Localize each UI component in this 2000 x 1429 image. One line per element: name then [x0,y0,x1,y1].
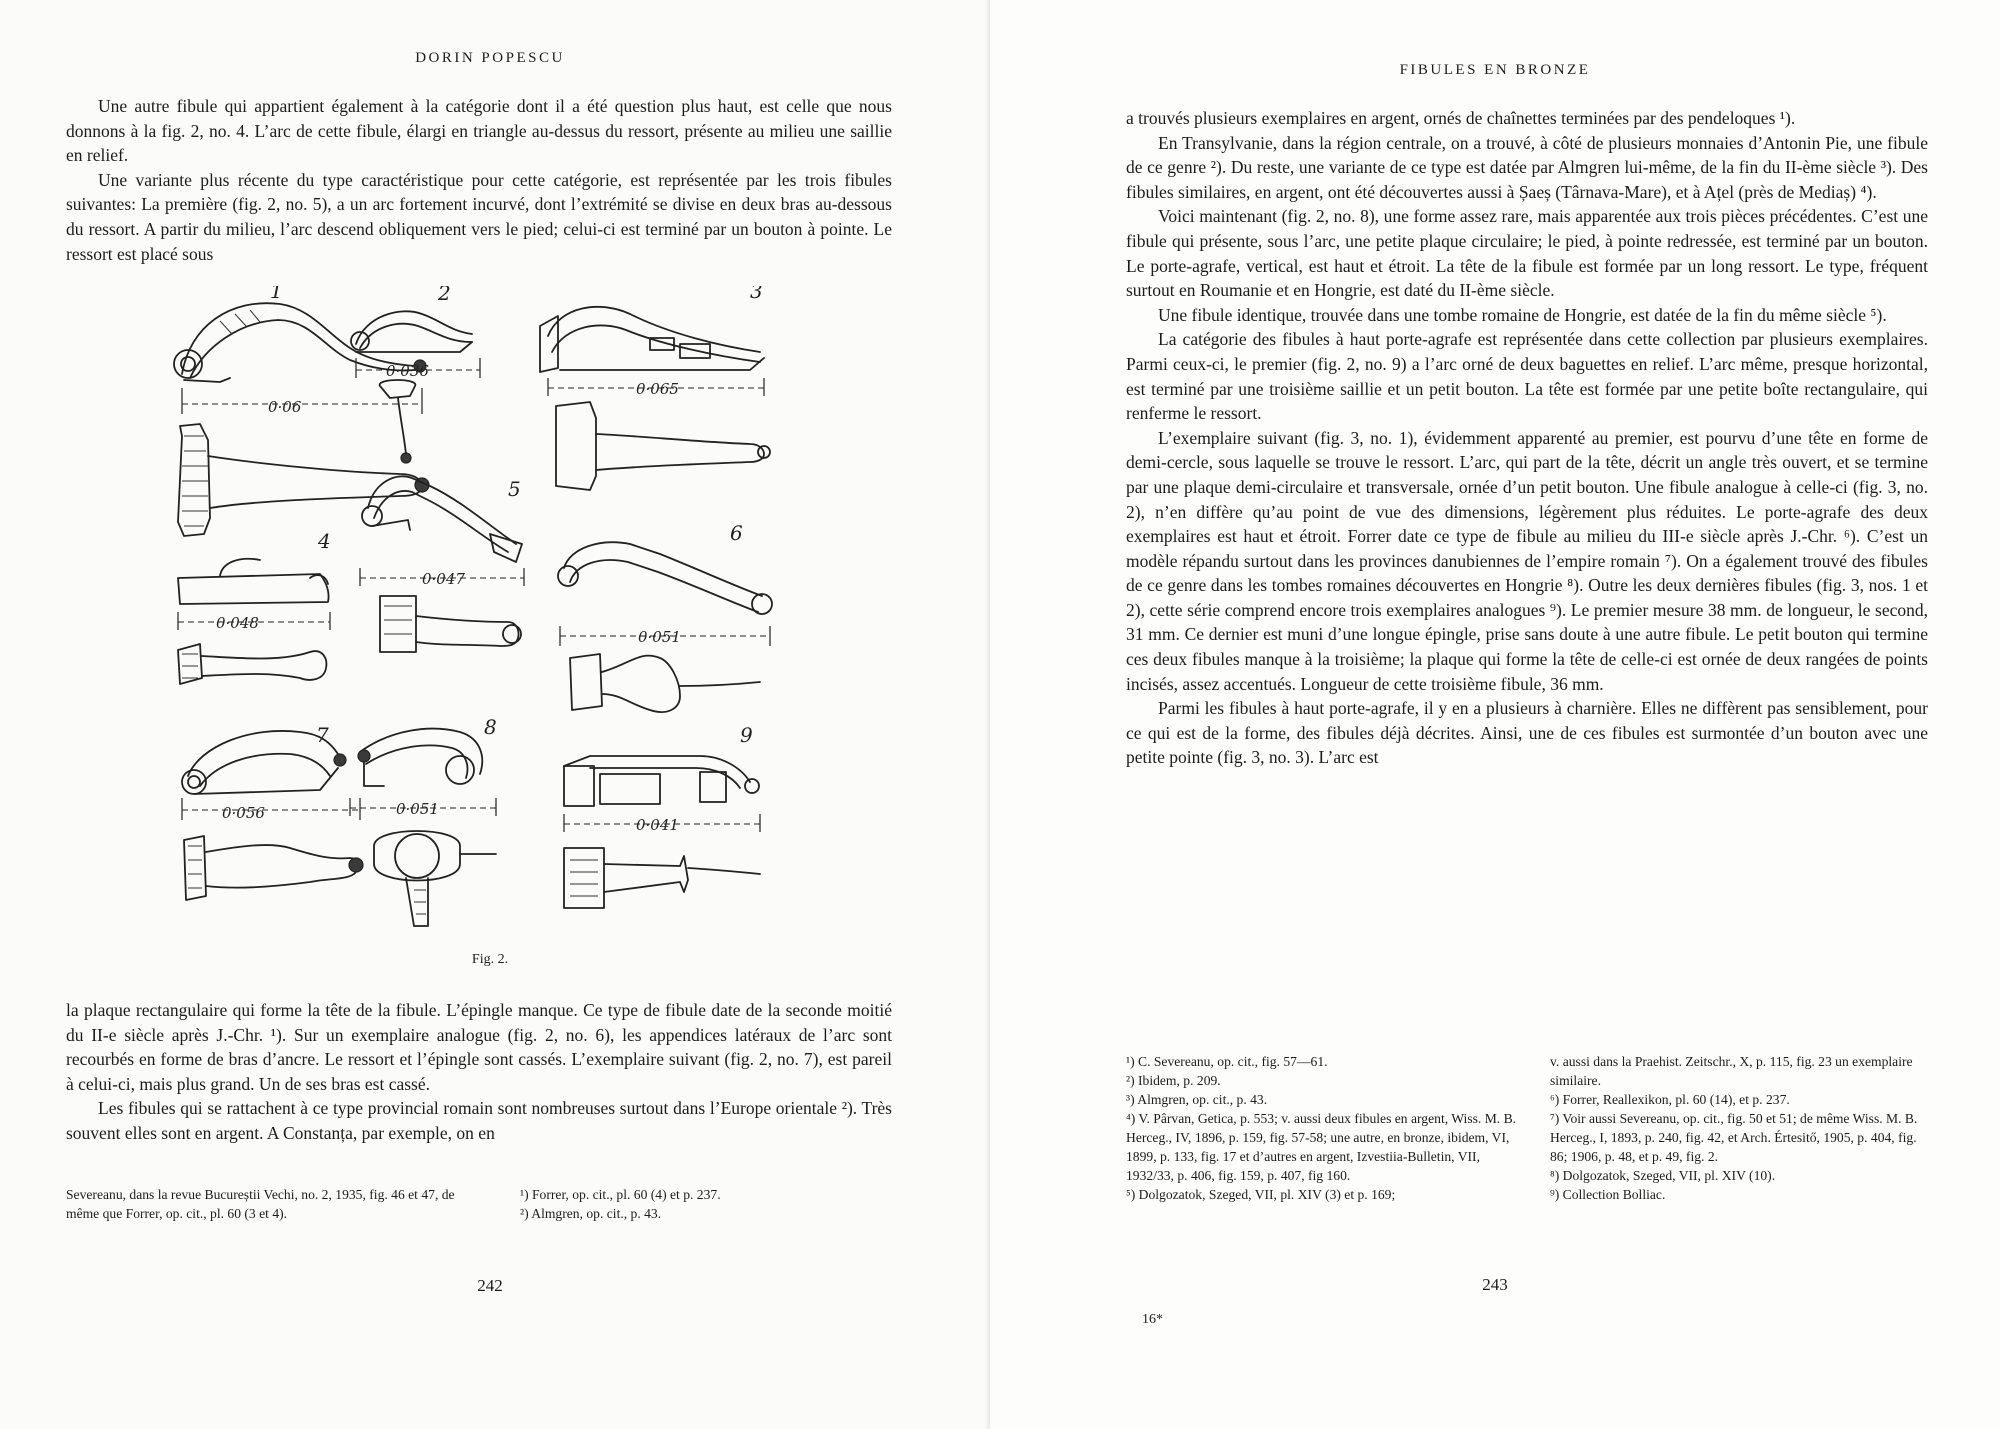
fibula-drawing-8 [350,715,497,926]
right-footnotes-col1 [1126,1052,1526,1204]
fibula-drawing-1 [174,286,429,536]
footnote: Severeanu, dans la revue Bucureștii Vechi, no. 2, 1935, fig. 46 et 47, de même que Forrer, op. cit., pl. 60 (3 et 4). [66,1187,455,1221]
fibula-drawing-2 [351,286,480,463]
item-number-8: 8 [484,715,497,739]
figure-2-fibulae-plate [160,286,810,936]
paragraph: Les fibules qui se rattachent à ce type provincial romain sont nombreuses surtout dans l’Europe orientale ²). Très souvent elles sont en argent. A Constanța, par exemple, on en [66,1098,892,1143]
item-number-5: 5 [508,477,521,501]
item-number-4: 4 [318,529,331,553]
fibula-drawing-6 [558,521,772,712]
paragraph: L’exemplaire suivant (fig. 3, no. 1), évidemment apparenté au premier, est pourvu d’une tête en forme de demi-cercle, sous laquelle se trouve le ressort. L’arc, qui part de la tête, décrit un angle très ouvert, et se termine par une plaque demi-circulaire et transversale, ornée d’un petit bouton. Une fibule analogue à celle-ci (fig. 3, no. 2), n’en diffère qu’au point de vue des dimensions, légèrement plus réduites. Le porte-agrafe des deux exemplaires est haut et étroit. Forrer date ce type de fibule au milieu du III-e siècle après J.-Chr. ⁶). C’est un modèle répandu surtout dans les provinces danubiennes de l’empire romain ⁷). On a également trouvé des fibules de ce genre dans les tombes romaines découvertes en Hongrie ⁸). Outre les deux dernières fibules (fig. 3, nos. 1 et 2), cette série comprend encore trois exemplaires analogues ⁹). Le premier mesure 38 mm. de longueur, le second, 31 mm. Ce dernier est muni d’une longue épingle, prise sans doute à une autre fibule. Le petit bouton qui termine ces deux fibules manque à la troisième; la plaque qui forme la tête de celle-ci est ornée de deux rangées de points incisés, assez accentués. Longueur de cette troisième fibule, 36 mm. [1126,427,1928,694]
left-body-top [66,94,892,266]
footnote: ⁴) V. Pârvan, Getica, p. 553; v. aussi deux fibules en argent, Wiss. M. B. Herceg., IV, 1896, p. 159, fig. 57-58; une autre, en bronze, ibidem, VI, 1899, p. 133, fig. 17 et d’autres en argent, Izvestiia-Bulletin, VII, 1932/33, p. 406, fig. 159, p. 407, fig 160. [1126,1111,1517,1183]
paragraph: a trouvés plusieurs exemplaires en argent, ornés de chaînettes terminées par des pendeloques ¹). [1126,108,1796,128]
paragraph: la plaque rectangulaire qui forme la tête de la fibule. L’épingle manque. Ce type de fibule date de la seconde moitié du II-e siècle après J.-Chr. ¹). Sur un exemplaire analogue (fig. 2, no. 6), les appendices latéraux de l’arc sont recourbés en forme de bras d’ancre. Le ressort et l’épingle sont cassés. L’exemplaire suivant (fig. 2, no. 7), est pareil à celui-ci, mais plus grand. Un de ses bras est cassé. [66,1000,892,1094]
dim-label-9: 0·041 [636,816,679,834]
fibula-drawing-4 [178,529,331,684]
right-page [990,0,2000,1429]
paragraph: Une autre fibule qui appartient également à la catégorie dont il a été question plus haut, est celle que nous donnons à la fig. 2, no. 4. L’arc de cette fibule, élargi en triangle au-dessus du ressort, présente au milieu une saillie en relief. [66,96,892,166]
dim-label-1: 0·06 [268,398,302,416]
item-number-7: 7 [316,723,329,747]
item-number-6: 6 [730,521,743,545]
dim-label-5: 0·047 [422,570,465,588]
paragraph: Une fibule identique, trouvée dans une tombe romaine de Hongrie, est datée de la fin du même siècle ⁵). [1158,304,1887,325]
footnote: ²) Ibidem, p. 209. [1126,1073,1221,1088]
dim-label-4: 0·048 [216,614,259,632]
footnote: ⁵) Dolgozatok, Szeged, VII, pl. XIV (3) et p. 169; [1126,1187,1396,1202]
footnote: ³) Almgren, op. cit., p. 43. [1126,1092,1268,1107]
dim-label-3: 0·065 [636,380,679,398]
figure-caption: Fig. 2. [471,952,509,967]
left-body-bottom [66,998,892,1146]
footnote: ⁸) Dolgozatok, Szeged, VII, pl. XIV (10). [1550,1168,1776,1183]
paragraph: Une variante plus récente du type caractéristique pour cette catégorie, est représentée par les trois fibules suivantes: La première (fig. 2, no. 5), a un arc fortement incurvé, dont l’extrémité se divise en deux bras au-dessous du ressort. A partir du milieu, l’arc descend obliquement vers le pied; celui-ci est terminé par un bouton à pointe. Le ressort est placé sous [66,169,892,264]
right-footnotes-col2 [1550,1052,1930,1204]
footnote: ²) Almgren, op. cit., p. 43. [520,1206,662,1221]
page-number-left: 242 [477,1276,503,1295]
paragraph: La catégorie des fibules à haut porte-agrafe est représentée dans cette collection par plusieurs exemplaires. Parmi ceux-ci, le premier (fig. 2, no. 9) a l’arc orné de deux baguettes en relief. L’arc même, presque horizontal, est terminé par une troisième saillie et un petit bouton. La tête est formée par une petite boîte rectangulaire, qui renferme le ressort. [1126,329,1928,424]
printer-signature-mark: 16* [1142,1312,1163,1327]
footnote: ¹) Forrer, op. cit., pl. 60 (4) et p. 237. [520,1187,721,1202]
page-number-right: 243 [1482,1275,1508,1294]
item-number-9: 9 [740,723,753,747]
dim-label-2: 0·036 [386,362,429,380]
fibulae-drawings [160,286,810,936]
fibula-drawing-3 [540,286,770,490]
left-footnotes-col1 [66,1185,476,1223]
item-number-3: 3 [750,286,763,303]
footnote: ⁹) Collection Bolliac. [1550,1187,1666,1202]
dim-label-6: 0·051 [638,628,681,646]
fibula-drawing-9 [564,723,760,908]
left-page [0,0,990,1429]
footnote: ⁶) Forrer, Reallexikon, pl. 60 (14), et p. 237. [1550,1092,1790,1107]
running-head-left: DORIN POPESCU [415,50,565,66]
dim-label-8: 0·051 [396,800,439,818]
footnote: v. aussi dans la Praehist. Zeitschr., X, p. 115, fig. 23 un exemplaire similaire. [1550,1054,1913,1088]
right-body [1126,106,1928,770]
item-number-2: 2 [438,286,451,305]
paragraph: En Transylvanie, dans la région centrale, on a trouvé, à côté de plusieurs monnaies d’Antonin Pie, une fibule de ce genre ²). Du reste, une variante de ce type est datée par Almgren lui-même, de la fin du II-ème siècle ³). Des fibules similaires, en argent, ont été découvertes aussi à Șaeș (Târnava-Mare), et à Ațel (près de Mediaș) ⁴). [1126,132,1928,202]
footnote: ⁷) Voir aussi Severeanu, op. cit., fig. 50 et 51; de même Wiss. M. B. Herceg., I, 1893, p. 240, fig. 42, et Arch. Értesitő, 1905, p. 404, fig. 86; 1906, p. 48, et p. 49, fig. 2. [1550,1111,1918,1164]
paragraph: Voici maintenant (fig. 2, no. 8), une forme assez rare, mais apparentée aux trois pièces précédentes. C’est une fibule qui présente, sous l’arc, une petite plaque circulaire; le pied, à pointe redressée, est terminé par un bouton. Le porte-agrafe, vertical, est haut et étroit. La tête de la fibule est formée par un long ressort. Le type, fréquent surtout en Roumanie et en Hongrie, est daté du II-ème siècle. [1126,206,1928,301]
left-footnotes-col2 [520,1185,890,1223]
fibula-drawing-5 [360,476,524,652]
footnote: ¹) C. Severeanu, op. cit., fig. 57—61. [1126,1054,1328,1069]
dim-label-7: 0·056 [222,804,265,822]
item-number-1: 1 [270,286,283,303]
fibula-drawing-7 [182,723,363,900]
running-head-right: FIBULES EN BRONZE [1399,62,1591,78]
paragraph: Parmi les fibules à haut porte-agrafe, il y en a plusieurs à charnière. Elles ne diffèrent pas sensiblement, pour ce qui est de la forme, des fibules déjà décrites. Ainsi, une de ces fibules est surmontée d’un bouton avec une petite pointe (fig. 3, no. 3). L’arc est [1126,698,1928,768]
